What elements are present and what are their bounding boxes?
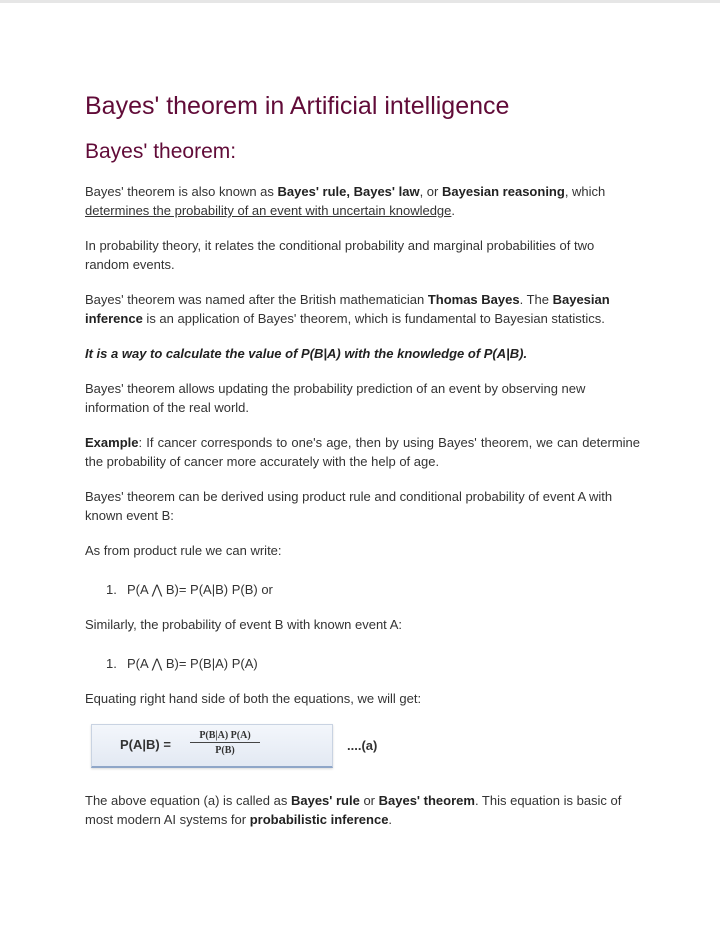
paragraph-product-rule: As from product rule we can write:: [85, 543, 282, 558]
formula-box: [91, 724, 333, 768]
list-item-conditional: 1. P(A ⋀ B)= P(B|A) P(A): [106, 656, 258, 671]
paragraph-equating: Equating right hand side of both the equations, we will get:: [85, 691, 422, 706]
paragraph-example: Example: If cancer corresponds to one's age, then by using Bayes' theorem, we can determine the probability of cancer more accurately with the help of age.: [85, 435, 640, 469]
formula-lhs: P(A|B) =: [120, 737, 171, 752]
paragraph-naming: Bayes' theorem was named after the British mathematician Thomas Bayes. The Bayesian inference is an application of Bayes' theorem, which is fundamental to Bayesian statistics.: [85, 292, 610, 326]
paragraph-similarly: Similarly, the probability of event B with known event A:: [85, 617, 402, 632]
page-title: Bayes' theorem in Artificial intelligence: [85, 92, 510, 120]
paragraph-emphasis: It is a way to calculate the value of P(B|A) with the knowledge of P(A|B).: [85, 346, 528, 361]
top-border: [0, 0, 720, 3]
paragraph-probability-theory: In probability theory, it relates the conditional probability and marginal probabilities of two random events.: [85, 238, 595, 272]
paragraph-derivation: Bayes' theorem can be derived using product rule and conditional probability of event A with known event B:: [85, 489, 613, 523]
paragraph-conclusion: The above equation (a) is called as Bayes' rule or Bayes' theorem. This equation is basic of most modern AI systems for probabilistic inference.: [85, 793, 622, 827]
formula-numerator: P(B|A) P(A): [190, 730, 260, 743]
paragraph-definition: Bayes' theorem is also known as Bayes' rule, Bayes' law, or Bayesian reasoning, which determines the probability of an event with uncertain knowledge.: [85, 184, 606, 218]
paragraph-updating: Bayes' theorem allows updating the probability prediction of an event by observing new information of the real world.: [85, 381, 586, 415]
formula-denominator: P(B): [215, 745, 235, 756]
formula-tag: ....(a): [347, 738, 378, 753]
section-heading: Bayes' theorem:: [85, 140, 237, 163]
formula-fraction: [190, 730, 260, 756]
list-item-product-rule: 1. P(A ⋀ B)= P(A|B) P(B) or: [106, 582, 273, 597]
probability-link[interactable]: determines the probability of an event with uncertain knowledge: [85, 203, 452, 218]
